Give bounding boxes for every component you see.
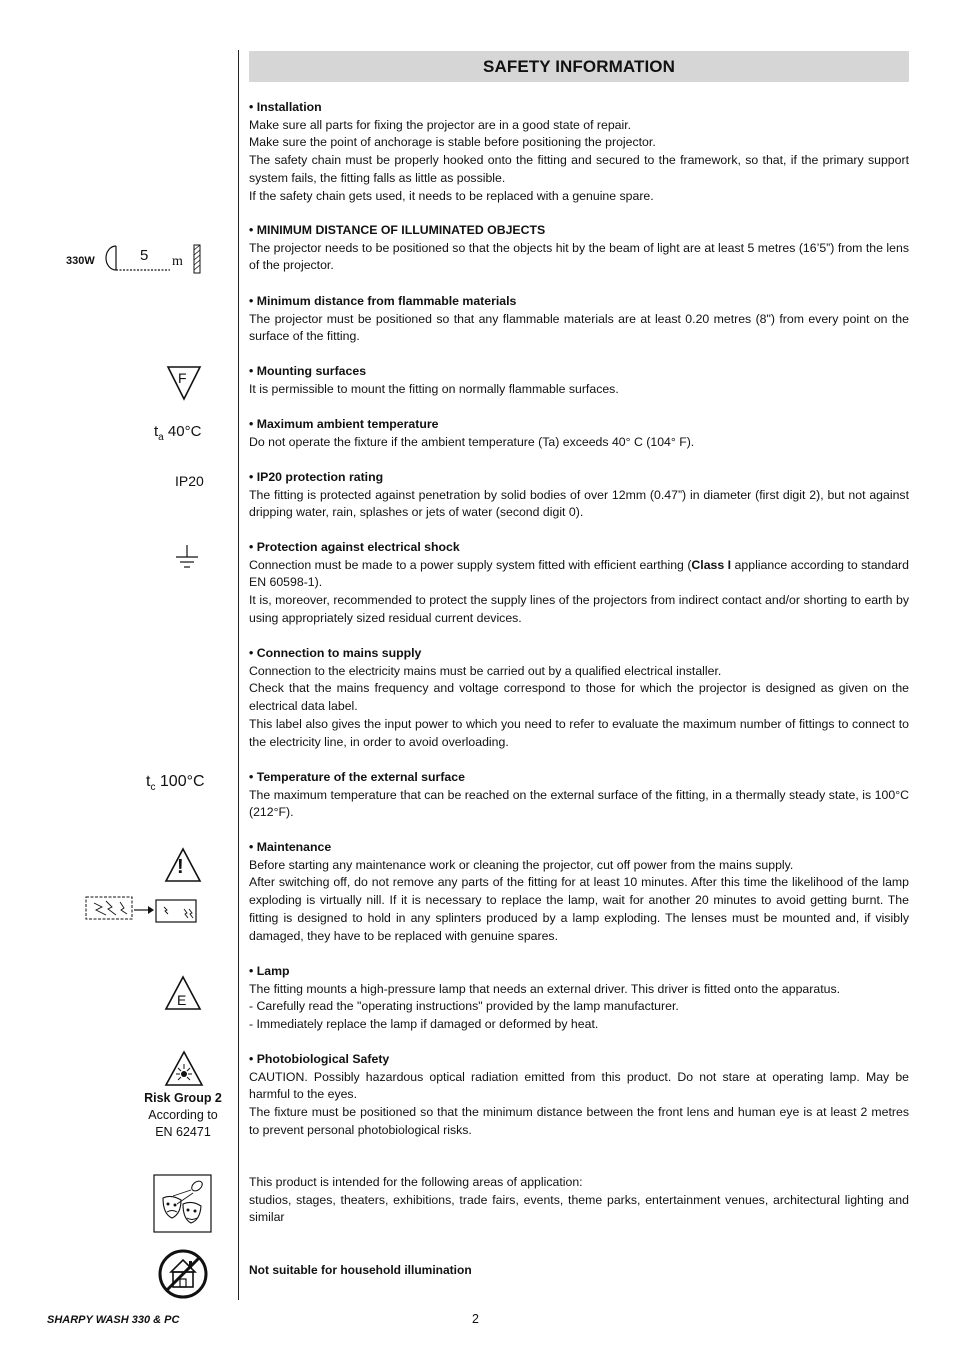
not-household-notice: Not suitable for household illumination xyxy=(249,1263,472,1277)
section-line: This product is intended for the following areas of application: xyxy=(249,1175,583,1189)
section-line: The projector needs to be positioned so that the objects hit by the beam of light are at least 5 metres (16’5”) from the lens of the projector. xyxy=(249,240,909,273)
ip-rating-label: IP20 xyxy=(175,473,204,489)
section-installation xyxy=(249,99,909,205)
wattage-label: 330W xyxy=(66,255,95,267)
surface-temperature-label: $t_c$ 100°C xyxy=(146,773,205,794)
optical-radiation-icon xyxy=(164,1050,204,1088)
section-photobiological xyxy=(249,1051,909,1140)
section-heading: • Connection to mains supply xyxy=(249,646,422,660)
section-lamp xyxy=(249,963,909,1034)
ambient-temperature-label: $t_a$ 40°C xyxy=(154,423,202,443)
earth-ground-icon xyxy=(174,543,200,571)
section-heading: • Minimum distance from flammable materials xyxy=(249,294,517,308)
section-line: The fixture must be positioned so that the minimum distance between the front lens and human eye is at least 2 metres to prevent personal photobiological risks. xyxy=(249,1105,909,1137)
section-line: - Immediately replace the lamp if damaged or deformed by heat. xyxy=(249,1017,599,1032)
section-line: The projector must be positioned so that any flammable materials are at least 0.20 metres (8") from every point on the surface of the fitting. xyxy=(249,311,909,344)
section-ip20 xyxy=(249,469,909,522)
section-ambient-temperature xyxy=(249,416,909,451)
e-letter: E xyxy=(177,992,187,1008)
section-line: This label also gives the input power to which you need to refer to evaluate the maximum number of fittings to connect to the electricity line, in order to avoid overloading. xyxy=(249,716,909,749)
min-distance-icon xyxy=(100,242,208,276)
section-line: Make sure all parts for fixing the projector are in a good state of repair. xyxy=(249,117,632,132)
section-electrical-shock xyxy=(249,539,909,628)
distance-value: 5 xyxy=(140,247,149,264)
column-divider xyxy=(238,50,239,1300)
theatre-application-icon xyxy=(153,1174,213,1234)
section-surface-temperature xyxy=(249,769,909,822)
distance-unit: m xyxy=(172,254,183,269)
section-line: Check that the mains frequency and voltage correspond to those for which the projector is designed as given on the electrical data label. xyxy=(249,681,909,714)
risk-group-block xyxy=(128,1090,238,1141)
section-line: CAUTION. Possibly hazardous optical radiation emitted from this product. Do not stare at operating lamp. May be harmful to the eyes. xyxy=(249,1069,909,1102)
according-to-label: According to xyxy=(148,1108,218,1122)
section-line: Make sure the point of anchorage is stable before positioning the projector. xyxy=(249,135,656,150)
section-heading: • Lamp xyxy=(249,964,290,978)
section-line: - Carefully read the "operating instructions" provided by the lamp manufacturer. xyxy=(249,999,679,1014)
section-line: Connection must be made to a power supply system fitted with efficient earthing (Class I appliance according to standard EN 60598-1). xyxy=(249,557,909,590)
page-title: SAFETY INFORMATION xyxy=(249,51,909,82)
section-line: The fitting mounts a high-pressure lamp that needs an external driver. This driver is fitted onto the apparatus. xyxy=(249,981,841,996)
section-line: It is, moreover, recommended to protect the supply lines of the projectors from indirect contact and/or shorting to earth by using appropriately sized residual current devices. xyxy=(249,593,909,625)
section-line: If the safety chain gets used, it needs to be replaced with a genuine spare. xyxy=(249,188,654,203)
section-application xyxy=(249,1174,909,1227)
section-line: Before starting any maintenance work or cleaning the projector, cut off power from the mains supply. xyxy=(249,857,794,872)
no-household-icon xyxy=(157,1248,209,1300)
section-line: Connection to the electricity mains must be carried out by a qualified electrical installer. xyxy=(249,663,722,678)
footer-product-name: SHARPY WASH 330 & PC xyxy=(47,1314,180,1326)
section-heading: • Protection against electrical shock xyxy=(249,540,460,554)
risk-group-label: Risk Group 2 xyxy=(144,1091,222,1105)
section-line: studios, stages, theaters, exhibitions, trade fairs, events, theme parks, entertainment venues, architectural lighting and similar xyxy=(249,1192,909,1225)
section-heading: • Temperature of the external surface xyxy=(249,770,465,784)
page-number: 2 xyxy=(472,1312,479,1326)
section-line: Do not operate the fixture if the ambient temperature (Ta) exceeds 40° C (104° F). xyxy=(249,434,695,449)
section-heading: • MINIMUM DISTANCE OF ILLUMINATED OBJECTS xyxy=(249,223,546,237)
section-line: It is permissible to mount the fitting on normally flammable surfaces. xyxy=(249,381,619,396)
section-heading: • Mounting surfaces xyxy=(249,364,367,378)
section-min-distance-objects xyxy=(249,222,909,275)
section-line: The fitting is protected against penetration by solid bodies of over 12mm (0.47”) in diameter (first digit 2), but not against dripping water, rain, splashes or jets of water (second digit 0). xyxy=(249,487,909,520)
exclamation-mark: ! xyxy=(177,856,184,878)
f-letter: F xyxy=(178,370,187,386)
section-min-distance-flammable xyxy=(249,293,909,346)
section-heading: • Installation xyxy=(249,100,322,114)
section-heading: • IP20 protection rating xyxy=(249,470,384,484)
section-heading: • Photobiological Safety xyxy=(249,1052,390,1066)
section-heading: • Maximum ambient temperature xyxy=(249,417,439,431)
section-line: After switching off, do not remove any parts of the fitting for at least 10 minutes. After this time the likelihood of the lamp exploding is virtually nill. If it is necessary to replace the lamp, wait for another 20 minutes to avoid getting burnt. The fitting is designed to hold in any splinters produced by a lamp exploding. The lenses must be mounted and, if visibly damaged, they have to be replaced with genuine spares. xyxy=(249,875,909,943)
standard-label: EN 62471 xyxy=(155,1125,211,1139)
section-heading: • Maintenance xyxy=(249,840,332,854)
section-mounting xyxy=(249,363,909,398)
lamp-replacement-icon xyxy=(84,893,202,925)
section-line: The safety chain must be properly hooked onto the fitting and secured to the framework, so that, if the primary support system fails, the fitting falls as little as possible. xyxy=(249,153,909,185)
section-line: The maximum temperature that can be reached on the external surface of the fitting, in a thermally steady state, is 100°C (212°F). xyxy=(249,787,909,820)
section-maintenance xyxy=(249,839,909,945)
section-mains-supply xyxy=(249,645,909,751)
